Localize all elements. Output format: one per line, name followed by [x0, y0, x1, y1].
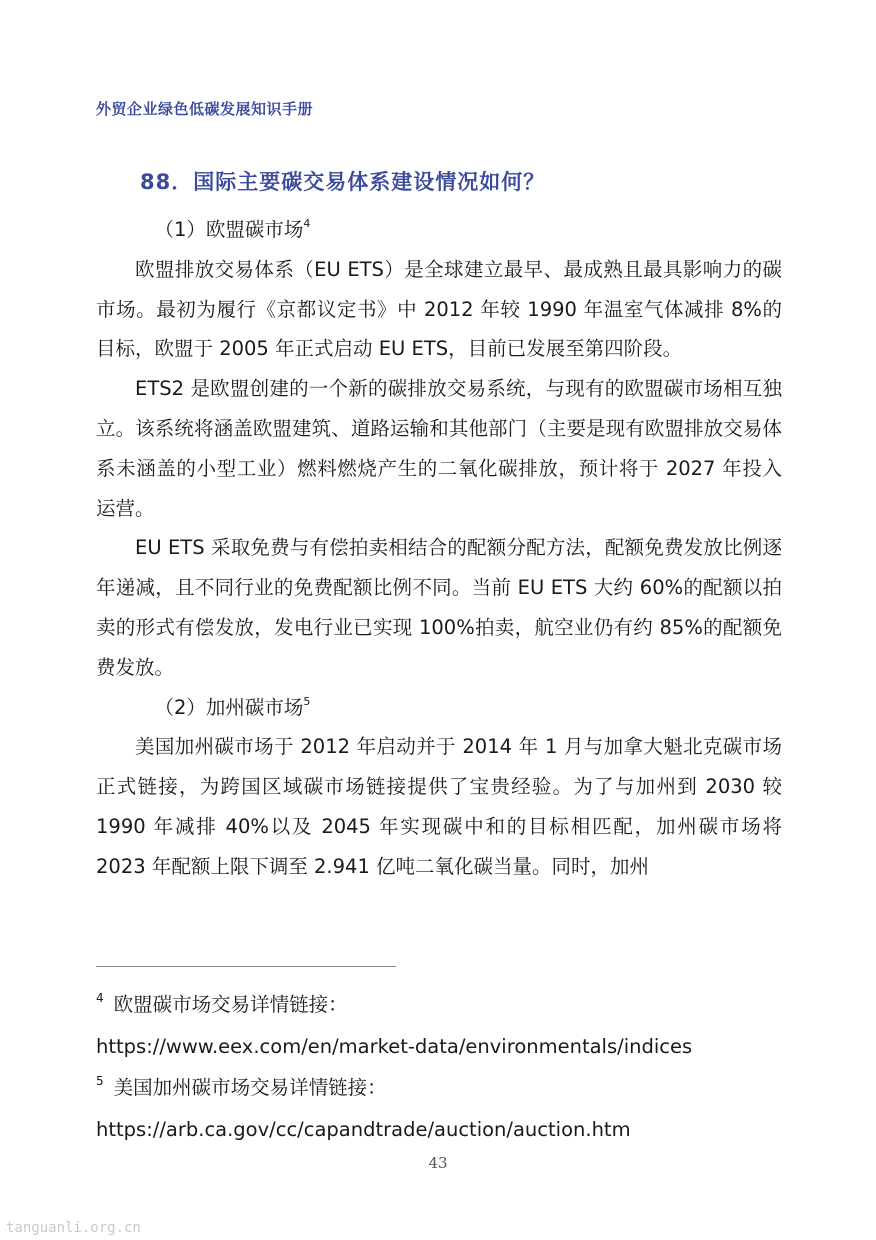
- footnote-5: [96, 1067, 692, 1109]
- footnote-ref-4: 4: [303, 217, 311, 230]
- question-number: 88．: [140, 170, 194, 194]
- footnote-mark: 4: [96, 991, 104, 1005]
- body-text: [96, 210, 782, 887]
- paragraph: ETS2 是欧盟创建的一个新的碳排放交易系统，与现有的欧盟碳市场相互独立。该系统将涵盖欧盟建筑、道路运输和其他部门（主要是现有欧盟排放交易体系未涵盖的小型工业）燃料燃烧产生的二氧化碳排放，预计将于 2027 年投入运营。: [96, 377, 782, 520]
- watermark: tanguanli.org.cn: [6, 1220, 141, 1236]
- paragraph: 欧盟排放交易体系（EU ETS）是全球建立最早、最成熟且最具影响力的碳市场。最初为履行《京都议定书》中 2012 年较 1990 年温室气体减排 8%的目标，欧盟于 2005 年正式启动 EU ETS，目前已发展至第四阶段。: [96, 257, 782, 361]
- footnote-label: 美国加州碳市场交易详情链接：: [113, 1076, 387, 1099]
- question-title: [140, 166, 545, 196]
- footnote-label: 欧盟碳市场交易详情链接：: [113, 993, 348, 1016]
- running-header: 外贸企业绿色低碳发展知识手册: [96, 100, 314, 118]
- footnote-ref-5: 5: [303, 694, 311, 708]
- section-heading-california: （2）加州碳市场$^5$: [154, 694, 311, 719]
- footnote-mark: 5: [96, 1074, 104, 1088]
- footnote-divider: [96, 966, 396, 967]
- footnote-url[interactable]: https://arb.ca.gov/cc/capandtrade/auction/auction.htm: [96, 1117, 631, 1141]
- footnote-4: [96, 984, 692, 1026]
- paragraph: 美国加州碳市场于 2012 年启动并于 2014 年 1 月与加拿大魁北克碳市场正式链接，为跨国区域碳市场链接提供了宝贵经验。为了与加州到 2030 较 1990 年减排 40%以及 2045 年实现碳中和的目标相匹配，加州碳市场将 2023 年配额上限下调至 2.941 亿吨二氧化碳当量。同时，加州: [96, 735, 782, 878]
- paragraph: EU ETS 采取免费与有偿拍卖相结合的配额分配方法，配额免费发放比例逐年递减，且不同行业的免费配额比例不同。当前 EU ETS 大约 60%的配额以拍卖的形式有偿发放，发电行业已实现 100%拍卖，航空业仍有约 85%的配额免费发放。: [96, 536, 782, 679]
- section-heading-eu: （1）欧盟碳市场$^4$: [154, 217, 311, 241]
- footnotes: [96, 984, 692, 1150]
- question-text: 国际主要碳交易体系建设情况如何？: [193, 170, 546, 194]
- page-number: 43: [428, 1154, 448, 1172]
- footnote-url[interactable]: https://www.eex.com/en/market-data/environmentals/indices: [96, 1034, 693, 1058]
